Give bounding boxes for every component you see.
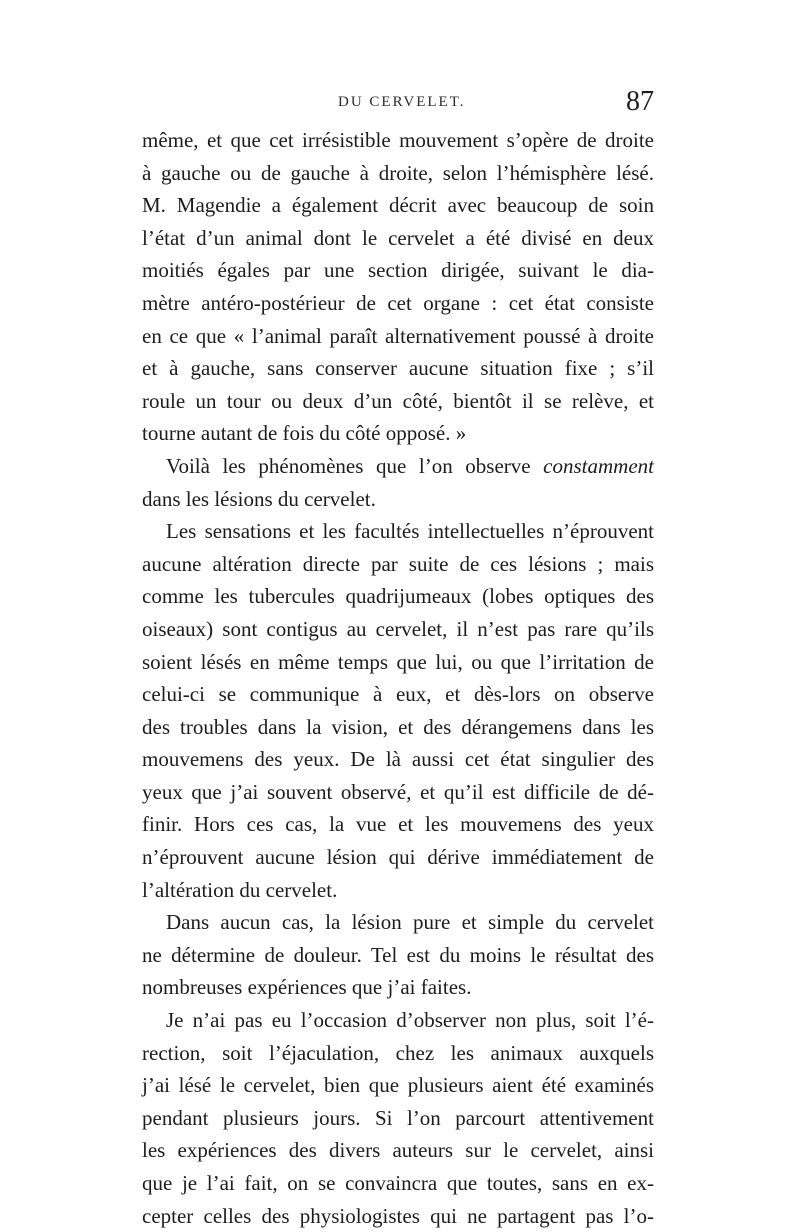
text-line: même, et que cet irrésistible mouvement s’opère de droite	[142, 128, 654, 152]
text-line: nombreuses expériences que j’ai faites.	[142, 975, 472, 1000]
text-segment: Voilà les phénomènes que l’on observe	[166, 453, 531, 478]
text-line: ne détermine de douleur. Tel est du moins le résultat des	[142, 942, 654, 967]
text-line	[142, 450, 654, 483]
text-line: yeux que j’ai souvent observé, et qu’il est difficile de dé-	[142, 779, 654, 804]
text-line: à gauche ou de gauche à droite, selon l’hémisphère lésé.	[142, 160, 654, 185]
text-line: des troubles dans la vision, et des dérangemens dans les	[142, 714, 654, 739]
text-line: n’éprouvent aucune lésion qui dérive immédiatement de	[142, 845, 654, 870]
text-line: roule un tour ou deux d’un côté, bientôt il se relève, et	[142, 388, 654, 413]
text-line: l’altération du cervelet.	[142, 877, 338, 902]
text-line: l’état d’un animal dont le cervelet a été divisé en deux	[142, 225, 654, 250]
text-line: en ce que « l’animal paraît alternativement poussé à droite	[142, 323, 654, 348]
body-text	[142, 124, 654, 1232]
text-line: et à gauche, sans conserver aucune situation fixe ; s’il	[142, 356, 654, 381]
text-line: soient lésés en même temps que lui, ou que l’irritation de	[142, 649, 654, 674]
text-line: finir. Hors ces cas, la vue et les mouvemens des yeux	[142, 812, 654, 837]
text-line: dans les lésions du cervelet.	[142, 486, 376, 511]
text-line: M. Magendie a également décrit avec beaucoup de soin	[142, 193, 654, 218]
text-line: cepter celles des physiologistes qui ne partagent pas l’o-	[142, 1203, 654, 1228]
text-line: mouvemens des yeux. De là aussi cet état singulier des	[142, 747, 654, 772]
text-line: Les sensations et les facultés intellectuelles n’éprouvent	[166, 519, 654, 544]
text-line: les expériences des divers auteurs sur le cervelet, ainsi	[142, 1138, 654, 1163]
text-line: rection, soit l’éjaculation, chez les animaux auxquels	[142, 1040, 654, 1065]
text-line: j’ai lésé le cervelet, bien que plusieurs aient été examinés	[142, 1073, 654, 1098]
text-line: tourne autant de fois du côté opposé. »	[142, 421, 467, 446]
emphasis-word: constamment	[543, 453, 654, 478]
text-line: aucune altération directe par suite de ces lésions ; mais	[142, 551, 654, 576]
text-line: moitiés égales par une section dirigée, suivant le dia-	[142, 258, 654, 283]
text-line: mètre antéro-postérieur de cet organe : cet état consiste	[142, 290, 654, 315]
text-line: Je n’ai pas eu l’occasion d’observer non plus, soit l’é-	[166, 1008, 654, 1033]
text-line: pendant plusieurs jours. Si l’on parcourt attentivement	[142, 1105, 654, 1130]
text-line: celui-ci se communique à eux, et dès-lors on observe	[142, 682, 654, 707]
text-line: Dans aucun cas, la lésion pure et simple du cervelet	[166, 910, 654, 935]
text-line: comme les tubercules quadrijumeaux (lobes optiques des	[142, 584, 654, 609]
text-line: que je l’ai fait, on se convaincra que toutes, sans en ex-	[142, 1171, 654, 1195]
page-number: 87	[626, 86, 654, 117]
page-header	[142, 86, 654, 126]
text-line: oiseaux) sont contigus au cervelet, il n’est pas rare qu’ils	[142, 616, 654, 641]
running-head: DU CERVELET.	[338, 94, 466, 110]
